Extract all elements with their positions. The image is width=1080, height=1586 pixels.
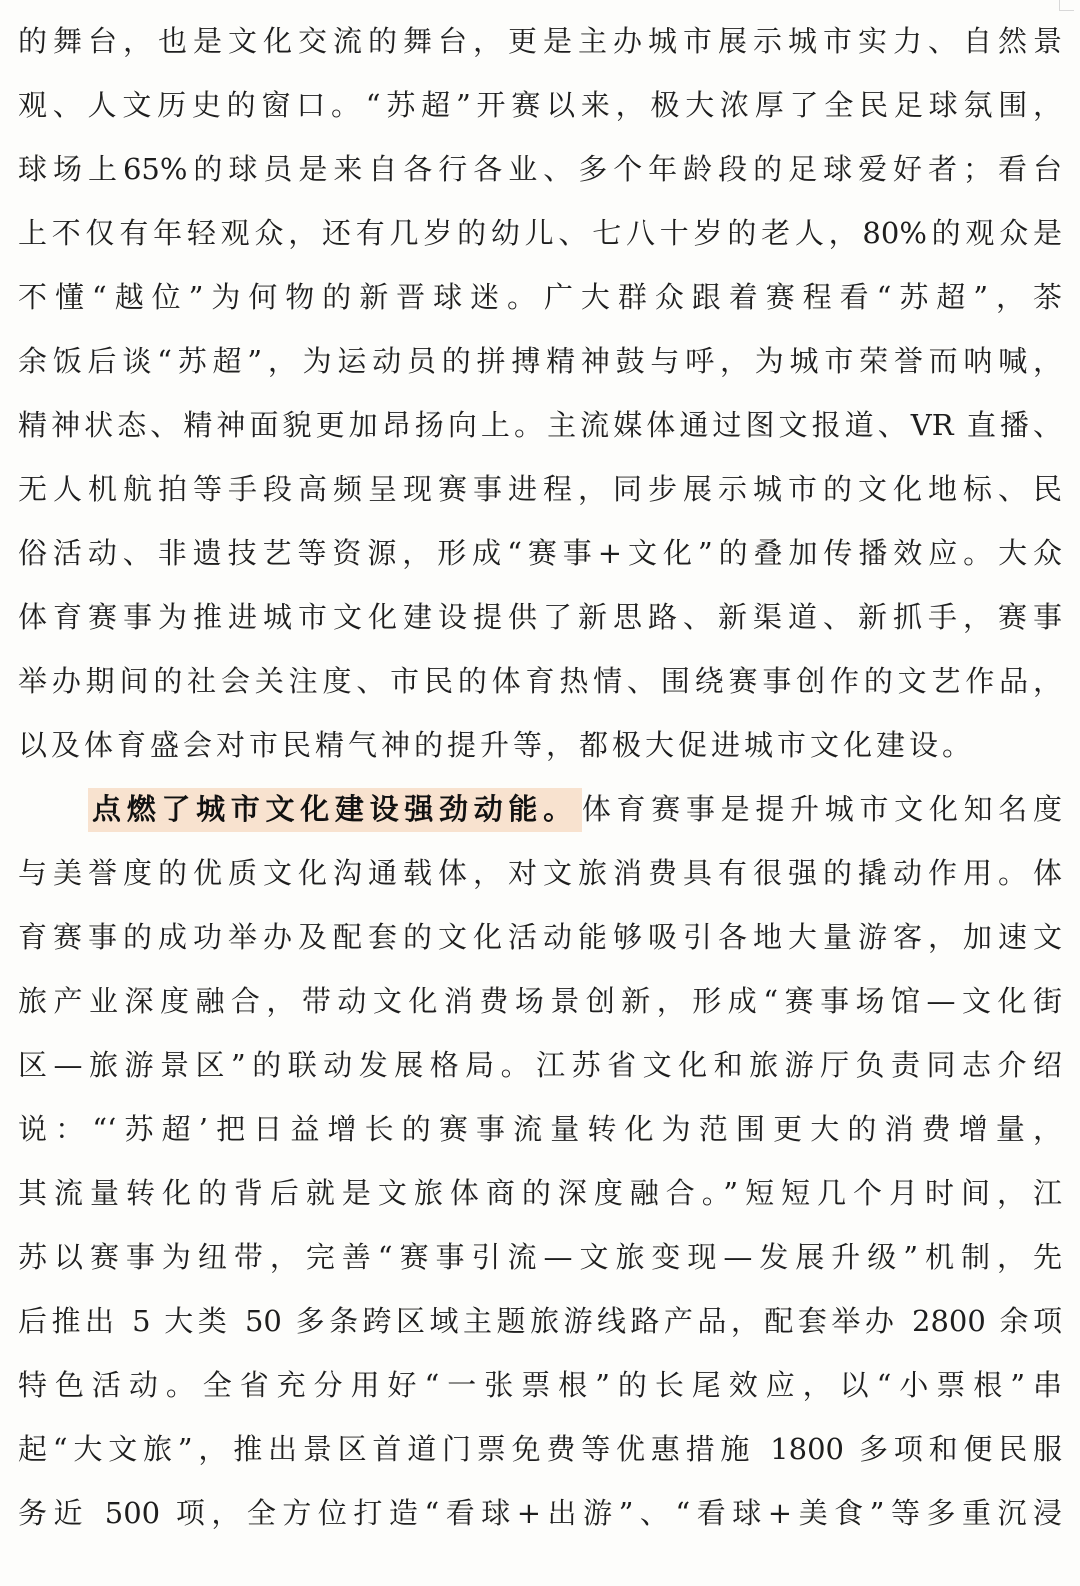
paragraph-first-line: [88, 777, 1062, 841]
text-line: 体育赛事为推进城市文化建设提供了新思路、新渠道、新抓手，赛事: [18, 600, 1062, 634]
text-line: 苏以赛事为纽带，完善“赛事引流—文旅变现—发展升级”机制，先: [18, 1240, 1062, 1274]
text-line: 起“大文旅”，推出景区首道门票免费等优惠措施 1800 多项和便民服: [18, 1432, 1062, 1466]
text-line: 俗活动、非遗技艺等资源，形成“赛事+文化”的叠加传播效应。大众: [18, 536, 1062, 570]
text-line: 说：“‘苏超’把日益增长的赛事流量转化为范围更大的消费增量，: [18, 1112, 1062, 1146]
text-line: 特色活动。全省充分用好“一张票根”的长尾效应，以“小票根”串: [18, 1368, 1062, 1402]
text-line: 区—旅游景区”的联动发展格局。江苏省文化和旅游厅负责同志介绍: [18, 1048, 1062, 1082]
text-line: 与美誉度的优质文化沟通载体，对文旅消费具有很强的撬动作用。体: [18, 856, 1062, 890]
text-line: 务近 500 项，全方位打造“看球+出游”、“看球+美食”等多重沉浸: [18, 1496, 1062, 1530]
text-line: 无人机航拍等手段高频呈现赛事进程，同步展示城市的文化地标、民: [18, 472, 1062, 506]
text-line: 育赛事的成功举办及配套的文化活动能够吸引各地大量游客，加速文: [18, 920, 1062, 954]
text-line: 不懂“越位”为何物的新晋球迷。广大群众跟着赛程看“苏超”，茶: [18, 280, 1062, 314]
text-line: 后推出 5 大类 50 多条跨区域主题旅游线路产品，配套举办 2800 余项: [18, 1304, 1062, 1338]
text-line: 旅产业深度融合，带动文化消费场景创新，形成“赛事场馆—文化街: [18, 984, 1062, 1018]
text-line: 的舞台，也是文化交流的舞台，更是主办城市展示城市实力、自然景: [18, 24, 1062, 58]
text-line: 球场上65%的球员是来自各行各业、多个年龄段的足球爱好者；看台: [18, 152, 1062, 186]
first-line-rest: 体育赛事是提升城市文化知名度: [581, 792, 1062, 826]
text-line: 观、人文历史的窗口。“苏超”开赛以来，极大浓厚了全民足球氛围，: [18, 88, 1062, 122]
text-line: 以及体育盛会对市民精气神的提升等，都极大促进城市文化建设。: [18, 728, 976, 762]
text-line: 其流量转化的背后就是文旅体商的深度融合。”短短几个月时间，江: [18, 1176, 1062, 1210]
text-line: 余饭后谈“苏超”，为运动员的拼搏精神鼓与呼，为城市荣誉而呐喊，: [18, 344, 1062, 378]
text-line: 上不仅有年轻观众，还有几岁的幼儿、七八十岁的老人，80%的观众是: [18, 216, 1062, 250]
text-line: 举办期间的社会关注度、市民的体育热情、围绕赛事创作的文艺作品，: [18, 664, 1062, 698]
highlighted-heading: 点燃了城市文化建设强劲动能。: [88, 788, 582, 832]
text-line: 精神状态、精神面貌更加昂扬向上。主流媒体通过图文报道、VR 直播、: [18, 408, 1062, 442]
